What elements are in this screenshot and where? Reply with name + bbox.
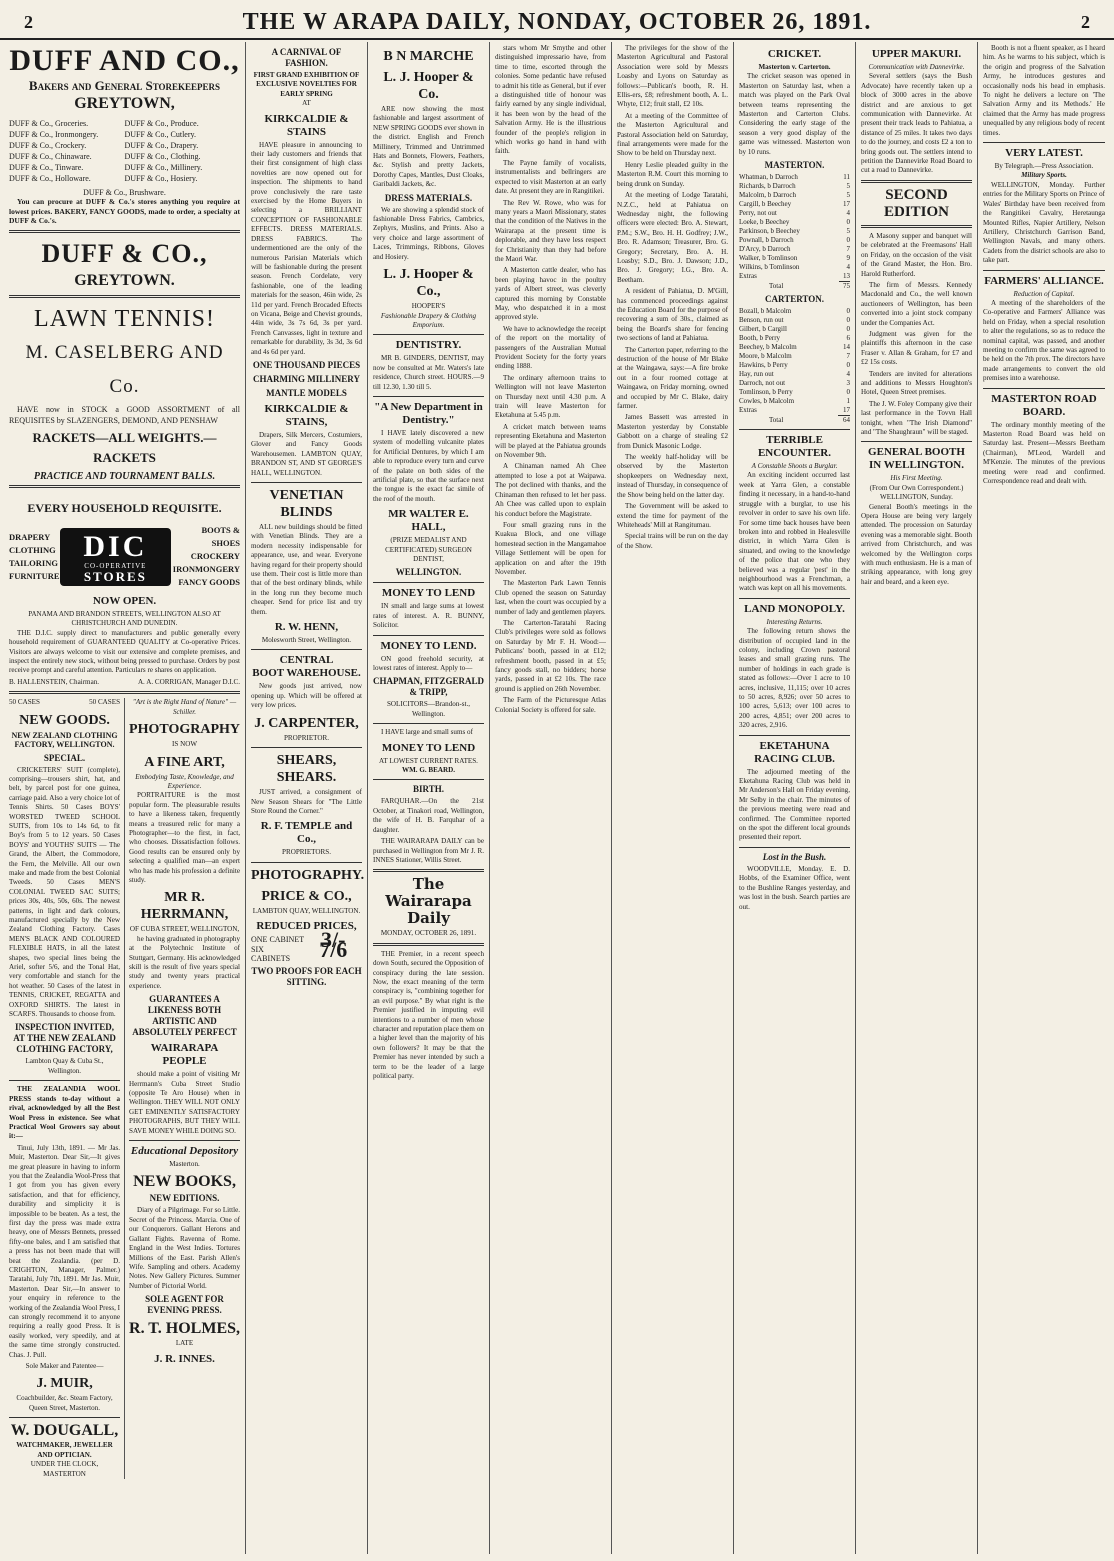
duff-subtitle: Bakers and General Storekeepers <box>28 78 221 93</box>
encounter-text: An exciting incident occurred last week at Yarra Glen, a constable finding it necessary, in a hand-to-hand struggle with a burglar, to use his revolver in order to save his own life. For some time back houses have been broken into and robbed in Healesville district, in which Yarra Glen is situated, and owing to the knowledge of the police that one who they believed was a regular 'pest' in the neighbourhood was a Frenchman, a watch was kept on all his movements. <box>739 471 850 593</box>
cattle-note: A Masterton cattle dealer, who has been playing havoc in the poultry yards of Albert street, was cleverly captured this morning by Constable May, who despatched it in a most approved style. <box>495 266 606 322</box>
exhibition: FIRST GRAND EXHIBITION OF EXCLUSIVE NOVELTIES FOR EARLY SPRING <box>253 71 360 98</box>
hooper2-sub: HOOPER'S <box>411 302 446 311</box>
innes-name: J. R. INNES. <box>154 1352 215 1365</box>
makuri-text: Several settlers (says the Bush Advocate) have recently taken up a block of 3000 acres in the above district and are anxious to get communication with Dannevirke. At present their track leads to Pahiatua, a distance of 25 miles. It takes two days to do the journey, and costs £2 a ton to bring goods out. The settlers intend to petition the Dannevirke Road Board to cut a road to Dannevirke. <box>861 72 972 175</box>
photography2-title: PHOTOGRAPHY. <box>251 867 365 883</box>
table-row: Tomlinson, b Perry 0 <box>739 388 850 397</box>
cottage-note: Four small grazing runs in the Kuakua Block, and one village homestead section in the Mangamahoe Village Settlement will be open for application on and after the 19th November. <box>495 520 606 576</box>
alliance-title: FARMERS' ALLIANCE. <box>984 274 1104 287</box>
list-item: DUFF & Co., Produce. <box>124 119 199 128</box>
military-text: WELLINGTON, Monday. Further entries for the Military Sports on Prince of Wales' Birthday have been received from the Rangitikei Cavalry, Heretaunga Mounted Rifles, Napier Artillery, Nelson Artillery, Christchurch Garrison Band, Wellington Navals, and many others. Cadets from the district schools are also to take part. <box>983 180 1105 265</box>
carterton-scorecard <box>739 307 850 425</box>
table-row: Total 64 <box>769 415 850 425</box>
table-row: Gilbert, b Cargill 0 <box>739 325 850 334</box>
dic-right-list <box>171 524 240 589</box>
dic-chairman: B. HALLENSTEIN, Chairman. <box>9 677 100 686</box>
herrmann-name: MR R. HERRMANN, <box>140 890 229 923</box>
list-item: CROCKERY <box>190 551 240 562</box>
table-row: Beechey, b Malcolm 14 <box>739 343 850 352</box>
henry-note: Henry Leslie pleaded guilty in the Masterton R.M. Court this morning to being drunk on Sunday. <box>617 160 728 188</box>
dic-now-open: NOW OPEN. <box>92 595 157 608</box>
one-thousand-pieces: ONE THOUSAND PIECES <box>252 359 361 370</box>
list-item: DRAPERY <box>9 531 51 542</box>
duff-items-list <box>9 118 240 184</box>
newspaper-title: THE W ARAPA DAILY, NONDAY, OCTOBER 26, 1891. <box>242 8 872 35</box>
mantle-models: MANTLE MODELS <box>266 387 347 398</box>
mill-note: The Government will be asked to extend the time for payment of the Whiteheads' Mill at Rangitumau. <box>617 502 728 529</box>
wairarapa-text: should make a point of visiting Mr Herrmann's Cuba Street Studio (opposite Te Aro House) when in Wellington. THEY WILL NOT ONLY GET EMINENTLY SATISFACTORY PHOTOGRAPHS, BUT THEY WILL SAVE MONEY WHILE DOING SO. <box>129 1070 240 1135</box>
new-department-text: I HAVE lately discovered a new system of modelling vulcanite plates for Artificial Dentures, by which I am able to reproduce every turn and curve of the palate on both sides of the artificial plate, so that the surface next the tongue is the exact fac simile of the roof of the mouth. <box>373 428 484 503</box>
column-2: A CARNIVAL OF FASHION. FIRST GRAND EXHIBITION OF EXCLUSIVE NOVELTIES FOR EARLY SPRING AT KIRKCALDIE & STAINS HAVE pleasure in announcing to their lady customers and friends that their first consignment of high class novelties are now opened out for inspection. The shipments to hand prove conclusively the rare taste exercised by the Home Buyers in selecting a BRILLIANT CONCEPTION OF FASHIONABLE EFFECTS. DRESS MATERIALS. DRESS FABRICS. The undermentioned are the only of the numerous Parisian Materials which will be fashionable during the present season. French Cordelate, very fashionable, one of the leading materials for the season, 46in wide, 2s 11d per yard. French Brocaded Eftects on Vicana, Beige and Chevist grounds, 44in wide, 3s 7s 6d, 3s per yard. French Canvasses, light in texture and remarkable for durability, 3s 3d, 3s 6d and 4s 6d per yard. ONE THOUSAND PIECES CHARMING MILLINERY MANTLE MODELS KIRKCALDIE & STAINS, Drapers, Silk Mercers, Costumiers, Glover and Fancy Goods Warehousemen. LAMBTON QUAY, BRANDON ST, AND ST GEORGE'S HALL, WELLINGTON. VENETIAN BLINDS ALL new buildings should be fitted with Venetian Blinds. They are a modern necessity indispensable for appearance, use, and wear. Everyone having regard for their property should use them. Their cost is little more than that of the best ordinary blinds, while in the long run they become much cheaper. Send for price list and try them. R. W. HENN, Molesworth Street, Wellington. CENTRAL BOOT WAREHOUSE. New goods just arrived, now opening up. Which will be offered at very low prices. J. CARPENTER, PROPRIETOR. SHEARS, SHEARS. JUST arrived, a consignment of New Season Shears for "The Little Store Round the Corner." R. F. TEMPLE and Co., PROPRIETORS. PHOTOGRAPHY. PRICE & CO., LAMBTON QUAY, WELLINGTON. REDUCED PRICES, ONE CABINET SIX CABINETS 3/- 7/6 TWO PROOFS FOR EACH SITTING. <box>246 42 368 1554</box>
special-heading: SPECIAL. <box>43 752 86 763</box>
money-text-2: ON good freehold security, at lowest rates of interest. Apply to— <box>373 654 484 673</box>
cricket-text: The cricket season was opened in Masterton on Saturday last, when a match was played on the Park Oval between teams representing the Masterton and Carterton Clubs. Considering the early stage of the season a very good display of the game was witnessed. Masterton won by 10 runs. <box>739 72 850 156</box>
list-item: DUFF & Co., Chinaware. <box>9 152 92 161</box>
eketahuna-text: The adjourned meeting of the Eketahuna Racing Club was held in Mr Anderson's Hall on Friday evening, Mr Selby in the chair. The minutes of the previous meeting were read and confirmed. The Committee reported on the spot the different local grounds presented their report. <box>739 767 850 842</box>
page-columns <box>4 42 1110 1554</box>
chapman-address: SOLICITORS—Brandon-st., Wellington. <box>386 700 471 718</box>
encounter-title: TERRIBLE ENCOUNTER. <box>757 434 832 460</box>
dougall-address: UNDER THE CLOCK, MASTERTON <box>30 1460 99 1478</box>
carterton-heading: CARTERTON. <box>765 294 824 305</box>
new-goods-title: NEW GOODS. <box>19 712 110 728</box>
committee-note: At a meeting of the Committee of the Masterton Agricultural and Pastoral Association held on Saturday, final arrangements were made for the Show to be held on Thursday next. <box>617 111 728 158</box>
kirkcaldie-text: HAVE pleasure in announcing to their lady customers and friends that their first consignment of high class novelties are now opened out for inspection. The shipments to hand prove conclusively the rare taste exercised by the Home Buyers in selecting a BRILLIANT CONCEPTION OF FASHIONABLE EFFECTS. DRESS MATERIALS. DRESS FABRICS. The undermentioned are the only of the numerous Parisian Materials which will be fashionable during the present season. French Cordelate, very fashionable, one of the leading materials for the season, 46in wide, 2s 11d per yard. French Brocaded Eftects on Vicana, Beige and Chevist grounds, 44in wide, 3s 7s 6d, 3s per yard. French Canvasses, light in texture and remarkable for durability, 3s 3d, 3s 6d and 4s 6d per yard. <box>251 140 362 356</box>
table-row: Richards, b Darroch 5 <box>739 182 850 191</box>
ward-note: The Carterton-Taratahi Racing Club's privileges were sold as follows on Saturday by Mr F. H. Wood:—Publicans' booth, passed in at £12; refreshment booth, passed in at £5; fancy goods stall, no bidders; horse yards, passed in at £2 10s. The race ground is applied on 26th November. <box>495 618 606 693</box>
money-text-1: IN small and large sums at lowest rates of interest. A. R. BUNNY, Solicitor. <box>373 602 484 630</box>
lodge-note: At the meeting of Lodge Taratahi, N.Z.C., held at Pahiatua on Wednesday night, the following officers were elected: Bro. A. Stewart, P.M.; S.W., Bro. H. H. Godfrey; J.W., Bro. R. Adamson; Treasurer, Bro. G. Gregory; Secretary, Bro. A. H. Loasby; S.D., Bro. J. Dawson; J.D., Bro. J. Gregory; I.G., Bro. A. Beetham. <box>617 191 728 284</box>
henn-address: Molesworth Street, Wellington. <box>261 636 352 645</box>
very-latest: VERY LATEST. <box>1005 147 1083 160</box>
dress-text: We are showing a splendid stock of fashionable Dress Fabrics, Cambrics, Zephyrs, Muslins, and Prints. Also a very choice and large assortment of Laces, Trimmings, Ribbons, Gloves and Hosiery. <box>373 205 484 261</box>
sole-maker: Sole Maker and Patentee— <box>25 1362 104 1371</box>
second-edition-5: The J. W. Foley Company give their last performance in the Tovvn Hall tonight, when "The Irish Diamond" and "The Shaughraun" will be staged. <box>861 399 972 436</box>
masterton-scorecard <box>739 173 850 291</box>
monopoly-subtitle: Interesting Returns. <box>766 617 823 626</box>
hooper2-trade: Fashionable Drapery & Clothing Emporium. <box>380 311 477 329</box>
photography-title: PHOTOGRAPHY <box>129 722 240 738</box>
chinaman-note: A Chinaman named Ah Chee attempted to lose a pot at Waipawa. The pot declined with thanks, and the Chinaman then refused to let her pass. Ah Chee was called upon to explain his conduct before the Magistrate. <box>495 462 606 518</box>
venetian-title: VENETIAN BLINDS <box>269 488 344 520</box>
page-number-left: 2 <box>24 11 33 32</box>
reduced-prices: REDUCED PRICES, <box>256 920 357 933</box>
list-item: DUFF & Co., Hosiery. <box>124 174 198 183</box>
herrmann-address: OF CUBA STREET, WELLINGTON, <box>129 925 240 934</box>
duff-town: GREYTOWN, <box>74 95 175 112</box>
list-item: DUFF & Co., Holloware. <box>9 174 91 183</box>
makuri-subtitle: Communication with Dannevirke. <box>868 63 965 71</box>
table-row: Loeke, b Beechey 0 <box>739 218 850 227</box>
cabinet-price-row: ONE CABINET SIX CABINETS 3/- 7/6 <box>251 935 362 963</box>
table-row: D'Arcy, b Darroch 7 <box>739 245 850 254</box>
caselberg-title: M. CASELBERG AND Co. <box>25 341 224 397</box>
duff-text: You can procure at DUFF & Co.'s stores anything you require at lowest prices. BAKERY, FANCY GOODS, made to order, a specialty at DUFF & Co.'s. <box>9 197 240 226</box>
chapman-name: CHAPMAN, FITZGERALD & TRIPP, <box>373 676 485 698</box>
list-item: BOOTS & SHOES <box>201 525 240 549</box>
holmes-late: LATE <box>175 1339 194 1348</box>
dentistry-text: MR B. GINDERS, DENTIST, may now be consulted at Mr. Waters's late residence, Church street. HOURS.—9 till 12.30, 1.30 till 5. <box>373 354 484 391</box>
table-row: Extras 17 <box>739 406 850 415</box>
list-item: DUFF & Co., Crockery. <box>9 141 87 150</box>
eketahuna-title: EKETAHUNA RACING CLUB. <box>754 739 835 765</box>
second-edition-1: A Masony supper and banquet will be celebrated at the Freemasons' Hall on Friday, on the occasion of the visit of the Grand Master, the Hon. Bro. Harold Rutherford. <box>861 231 972 278</box>
rackets-line: RACKETS—ALL WEIGHTS.—RACKETS <box>32 429 217 465</box>
paper-date: MONDAY, OCTOBER 26, 1891. <box>380 929 477 938</box>
practice-line: PRACTICE AND TOURNAMENT BALLS. <box>33 470 216 482</box>
table-row: Malcolm, b Darroch 5 <box>739 191 850 200</box>
wool-press-testimonials: Tinui, July 13th, 1891. — Mr Jas. Muir, Masterton. Dear Sir,—It gives me great pleasure in having to inform you that the Zealandia Wool-Press that I got from you has given every satisfaction, and that for efficiency, durability and simplicity it is impossible to be beaten. As a test, the first day the press was made extra heavy, one of Messrs Bennets, pressed fifty-one bales, and I am satisfied that a press has not been made that will beat the Zealandia. (per D. CRIGHTON, Manager, Palmer.) Taratahi, July 7th, 1891. Mr Jas. Muir, Masterton. Dear Sir,—In answer to your enquiry in reference to the working of the Zealandia Wool Press, I can strongly recommend it to anyone requiring a really good Press. It is easily worked, very speedily, and at the same time strongly constructed. Chas. J. Pull. <box>9 1143 121 1359</box>
temple-name: R. F. TEMPLE and Co., <box>260 820 353 846</box>
assault-note: James Bassett was arrested in Masterton yesterday by Constable Gabbott on a charge of stealing £2 from Dunick Masonic Lodge. <box>617 413 728 450</box>
table-row: Moore, b Malcolm 7 <box>739 352 850 361</box>
second-edition: SECOND EDITION <box>883 186 950 220</box>
table-row: Extras 13 <box>739 272 850 281</box>
kirkcaldie-footer-text: Drapers, Silk Mercers, Costumiers, Glover and Fancy Goods Warehousemen. LAMBTON QUAY, BRANDON ST, AND ST GEORGE'S HALL, WELLINGTON. <box>251 430 362 477</box>
nz-clothing-factory: NEW ZEALAND CLOTHING FACTORY, WELLINGTON. <box>11 730 118 750</box>
table-row: Whatman, b Darroch 11 <box>739 173 850 182</box>
resident-note: A resident of Pahiatua, D. M'Gill, has commenced proceedings against the Education Board for the purpose of recovering a sum of 30s., claimed as being the Board's share for fencing two sections of land at Pahiatua. <box>617 287 728 343</box>
column-4 <box>490 42 612 1554</box>
at-label: AT <box>302 99 311 108</box>
hooper-text: ARE now showing the most fashionable and largest assortment of NEW SPRING GOODS ever shown in the district. English and French Millinery, Trimmed and Untrimmed Hats and Bonnets, Flowers, Feathers, &c. Stylish and pretty Jackets, Dorothy Capes, Mantles, Dust Cloaks, Garibaldi Jackets, &c. <box>373 105 484 189</box>
tennis-title: LAWN TENNIS! <box>34 305 215 332</box>
list-item: DUFF & Co., Ironmongery. <box>9 130 99 139</box>
duff-brushware: DUFF & Co., Brushware. <box>83 188 166 197</box>
list-item: DUFF & Co., Groceries. <box>9 119 89 128</box>
dic-logo-sub: CO-OPERATIVE <box>84 562 147 571</box>
table-row: Pownall, b Darroch 0 <box>739 236 850 245</box>
weekly-note: The weekly half-holiday will be observed by the Masterton shopkeepers on Wednesday next, instead of Thursday, in consequence of the Show being held on the latter day. <box>617 453 728 499</box>
column-1 <box>4 42 246 1554</box>
beard-name: WM. G. BEARD. <box>401 766 455 775</box>
alliance-text: A meeting of the shareholders of the Co-operative and Farmers' Alliance was held on Friday, when a special resolution to alter the regulations, so as to reduce the nominal capital, was passed, and another meeting to confirm the same was agreed to be held on the 7th prox. The directors have made arrangements to convert the old premises into a warehouse. <box>983 298 1105 383</box>
table-row: Cargill, b Beechey 17 <box>739 200 850 209</box>
col8-text: Booth is not a fluent speaker, as I heard him. As he warms to his subject, which is the origin and progress of the Salvation Army, he introduces gestures and occasionally nods his head in emphasis. To night he delivers a lecture on 'The Salvation Army and its Methods.' He claimed that the Army has made progress unequalled by any religious body of recent times. <box>983 44 1105 137</box>
sole-agent: SOLE AGENT FOR EVENING PRESS. <box>145 1294 224 1316</box>
table-row: Total 75 <box>769 281 850 291</box>
duff-title: DUFF AND CO., <box>9 44 240 77</box>
books-list: Diary of a Pilgrimage. For so Little. Secret of the Princess. Marcia. One of our Conquerors. Gallant Herons and Gallant Fights. Ravenna of Rome. England in the West Indies. Tortures Millions of the East. Parish Allen's Wife. Sampling and others. Academy Notes. New Gallery Pictures. Summer Number of Pictorial World. <box>129 1206 240 1290</box>
meeting-note: We have to acknowledge the receipt of the report on the mortality of passengers of the Australian Mutual Provident Society for the forty years ending 1888. <box>495 324 606 371</box>
paynes-note: The Payne family of vocalists, instrumentalists and bellringers are expected to visit Masterton at an early date. At present they are in Rangitikei. <box>495 158 606 196</box>
col5-text: The privileges for the show of the Masterton Agricultural and Pastoral Association were sold by Messrs Loasby and Lyons on Saturday as follows:—Publican's booth, R. H. Ellis-ers, £8; refreshment booth, A. L. Whyte, £12; fruit stall, £2 10s. <box>617 44 728 109</box>
list-item: TAILORING <box>9 557 58 568</box>
dress-materials: DRESS MATERIALS. <box>384 192 473 203</box>
cricket-subtitle: Masterton v. Carterton. <box>758 63 831 71</box>
bn-marche: B N MARCHE <box>383 49 474 64</box>
lead-article: THE Premier, in a recent speech down South, secured the Opposition of conspiracy during the late session. Now, the exact meaning of the term conspiracy is, "combining together for an evil purpose." By what right is the Premier justified in imputing evil intentions to a number of men whose character and reputation place them on a higher level than the majority of his own followers? It may be that the Premier has never intended by such a term to be the leader of a large political party. <box>373 949 484 1080</box>
duff2-town: GREYTOWN. <box>74 271 175 289</box>
lowest-rates: AT LOWEST CURRENT RATES. <box>379 756 478 765</box>
table-row: Darroch, not out 3 <box>739 379 850 388</box>
price-co: PRICE & CO., <box>261 888 352 904</box>
table-row: Bozall, b Malcolm 0 <box>739 307 850 316</box>
list-item: DUFF & Co., Millinery. <box>124 163 203 172</box>
column-8 <box>978 42 1110 1554</box>
photo-text: PORTRAITURE is the most popular form. The pleasurable results to have a likeness taken, frequently means a treasured relic for many a Photographer—to the first, in fact, who chooses. Dissatisfaction follows. Good results can be ensured only by selecting a qualified man—an expert who has made his profession a definite study. <box>129 791 240 884</box>
list-item: DUFF & Co., Drapery. <box>124 141 199 150</box>
dougall-trade: WATCHMAKER, JEWELLER AND OPTICIAN. <box>16 1441 113 1459</box>
art-quote: "Art is the Right Hand of Nature" —Schiller. <box>132 698 237 716</box>
edu-depot: Educational Depository <box>130 1145 239 1158</box>
booth-title: GENERAL BOOTH IN WELLINGTON. <box>868 446 965 472</box>
duff2-title: DUFF & CO., <box>41 238 208 268</box>
second-edition-2: The firm of Messrs. Kennedy Macdonald and Co., the well known auctioneers of Wellington, has been converted into a joint stock company under the Companies Act. <box>861 280 972 327</box>
dic-logo-stores: STORES <box>83 568 147 584</box>
muir-name: J. MUIR, <box>36 1376 93 1392</box>
table-row: Booth, b Perry 6 <box>739 334 850 343</box>
fine-art: A FINE ART, <box>144 754 225 770</box>
dic-logo <box>60 528 172 586</box>
birth-heading: BIRTH. <box>413 784 444 795</box>
cases-left: 50 CASES <box>9 698 40 707</box>
dic-logo-main: DIC <box>83 530 148 564</box>
list-item: FURNITURE <box>9 570 60 581</box>
military-title: Military Sports. <box>1021 171 1067 180</box>
list-item: FANCY GOODS <box>178 577 240 588</box>
caselberg-text: HAVE now in STOCK a GOOD ASSORTMENT of all REQUISITES by SLAZENGERS, DEMOND, AND PENSHAW <box>9 404 240 425</box>
household-title: EVERY HOUSEHOLD REQUISITE. <box>27 501 222 516</box>
list-item: CLOTHING <box>9 544 56 555</box>
embodying: Embodying Taste, Knowledge, and Experience. <box>135 772 234 790</box>
money-lend-3: MONEY TO LEND <box>381 741 476 754</box>
list-item: DUFF & Co., Tinware. <box>9 163 84 172</box>
money-text-3: I HAVE large and small sums of <box>381 728 473 737</box>
hooper2-title: L. J. Hooper & Co., <box>383 267 474 300</box>
carpenter-name: J. CARPENTER, <box>254 715 359 731</box>
hall-address: WELLINGTON. <box>395 567 462 578</box>
latest-sub: By Telegraph.—Press Association. <box>994 162 1094 171</box>
new-department: "A New Department in Dentistry." <box>374 400 483 426</box>
table-row: Walker, b Tomlinson 9 <box>739 254 850 263</box>
is-now: IS NOW <box>172 740 198 749</box>
inspection-invited: INSPECTION INVITED, AT THE NEW ZEALAND CLOTHING FACTORY, <box>13 1022 116 1055</box>
table-row: Hay, run out 4 <box>739 370 850 379</box>
column-3 <box>368 42 490 1554</box>
lost-title: Lost in the Bush. <box>762 851 827 862</box>
money-lend-2: MONEY TO LEND. <box>380 639 477 652</box>
charming-millinery: CHARMING MILLINERY <box>253 373 360 384</box>
table-row: Perry, not out 4 <box>739 209 850 218</box>
carterton-note: The Carterton paper, referring to the destruction of the house of Mr Blake at the Waingawa, says:—A fire broke out in a four roomed cottage at Waingawa, on Friday morning, owned and occupied by Mr C. Blake, dairy farmer. <box>617 345 728 411</box>
masterton-heading: MASTERTON. <box>764 160 825 171</box>
guarantee: GUARANTEES A LIKENESS BOTH ARTISTIC AND ABSOLUTELY PERFECT <box>132 994 237 1038</box>
holmes-name: R. T. HOLMES, <box>129 1320 241 1338</box>
list-item: IRONMONGERY <box>172 564 240 575</box>
show-note: Special trains will be run on the day of the Show. <box>617 532 728 550</box>
paper-name: The Wairarapa Daily <box>385 875 472 928</box>
second-edition-3: Judgment was given for the plaintiffs this afternoon in the case Fraser v. Allan & Graham, for £7 and £2 15s costs. <box>861 329 972 367</box>
booth-text: General Booth's meetings in the Opera House are being very largely attended. The procession on Saturday evening was a memorable sight. Booth arrived from Christchurch, and was welcomed by the Wellington corps with much enthusiasm. He is a man of striking appearance, with long grey hair and beard, and a keen eye. <box>861 502 972 586</box>
cricket-title: CRICKET. <box>767 48 822 60</box>
printed-notice: THE WAIRARAPA DAILY can be purchased in Wellington from Mr J. R. INNES Stationer, Willis Street. <box>373 837 484 864</box>
col4-text: stars whom Mr Smythe and other distinguished impressario have, from time to time, escorted through the colonies. Some pedantic have refused to admit his title as General, but if ever a distinguished title of honour was fairly earned by any single individual, it has been won by the head of the Salvation Army. He is the illustrious founder of the people's religion in which works go hand in hand with faith. <box>495 44 606 156</box>
monopoly-text: The following return shows the distribution of occupied land in the colony, including Crown pastoral leases and small grazing runs. The number of holdings in each grade is stated as follows:—Over 1 acre to 10 acres, inclusive, 11,115; over 10 acres to 50 acres, 8,926; over 50 acres to 100 acres, 5,613; over 100 acres to 200 acres, 4,851; over 200 acres to 320 acres, 2,916. <box>739 627 850 730</box>
central-boot: CENTRAL BOOT WAREHOUSE. <box>252 654 361 680</box>
wool-press-text: THE ZEALANDIA WOOL PRESS stands to-day without a rival, acknowledged by all the Best Wool Press in existence. See what Practical Wool Growers say about it:— <box>9 1085 121 1141</box>
muir-address: Coachbuilder, &c. Steam Factory, Queen Street, Masterton. <box>16 1394 113 1412</box>
page-number-right: 2 <box>1081 11 1090 32</box>
encounter-subtitle: A Constable Shoots a Burglar. <box>751 462 838 471</box>
money-lend-1: MONEY TO LEND <box>381 587 476 600</box>
dic-address: PANAMA AND BRANDON STREETS, WELLINGTON ALSO AT CHRISTCHURCH AND DUNEDIN. <box>28 610 221 628</box>
table-row: Wilkins, b Tomlinson 4 <box>739 263 850 272</box>
herrmann-text: he having graduated in photography at the Polytechnic Institute of Stuttgart, Germany. His acknowledged skill is the result of five years special study and twenty years practical experience. <box>129 934 240 990</box>
masthead <box>0 6 1114 40</box>
column-6 <box>734 42 856 1554</box>
booth-dateline: WELLINGTON, Sunday. <box>880 493 953 502</box>
fashion-title: A CARNIVAL OF FASHION. <box>271 47 342 68</box>
new-editions: NEW EDITIONS. <box>149 1193 220 1204</box>
table-row: Benson, run out 0 <box>739 316 850 325</box>
rowe-note: The Rev W. Rowe, who was for many years a Maori Missionary, states that the condition of the Natives in the Wairarapa at the present time is deplorable, and they have less respect for Christianity than they had before the Maori War. <box>495 198 606 263</box>
dic-left-list <box>9 531 60 583</box>
road-board-text: The ordinary monthly meeting of the Masterton Road Board was held on Saturday last. Present—Messrs Beetham (Chairman), M'Leod, Wardell and M'Kenzie. The minutes of the previous meeting were read and confirmed. Correspondence read and dealt with. <box>983 420 1105 486</box>
list-item: DUFF & Co., Cutlery. <box>124 130 196 139</box>
dic-manager: A. A. CORRIGAN, Manager D.I.C. <box>137 677 240 686</box>
kirkcaldie-footer: KIRKCALDIE & STAINS, <box>264 402 349 428</box>
dic-text: THE D.I.C. supply direct to manufacturers and public generally every household requirement of GUARANTEED QUALITY at Co-operative Prices. Visitors are always welcome to visit our extensive and complete premises, and inspect the entirely new stock, without being pressed to purchase. Orders by post receive prompt and careful attention. Particulars re shares on application. <box>9 628 240 675</box>
table-row: Hawkins, b Perry 0 <box>739 361 850 370</box>
cricket-note: A cricket match between teams representing Eketahuna and Masterton will be played at the Pahiatua grounds on November 9th. <box>495 422 606 460</box>
edu-town: Masterton. <box>169 1160 200 1169</box>
new-books: NEW BOOKS, <box>133 1173 236 1191</box>
monopoly-title: LAND MONOPOLY. <box>744 602 845 615</box>
kirkcaldie-title: KIRKCALDIE & STAINS <box>264 112 349 138</box>
wairarapa-people: WAIRARAPA PEOPLE <box>150 1042 219 1068</box>
cases-right: 50 CASES <box>89 698 121 707</box>
column-7 <box>856 42 978 1554</box>
table-row: Cowles, b Malcolm 1 <box>739 397 850 406</box>
venetian-text: ALL new buildings should be fitted with Venetian Blinds. They are a modern necessity indispensable for appearance, use, and wear. Everyone having regard for their property should use them. Their cost is little more than that of the best ordinary blinds, while in the long run they become much cheaper. Send for price list and try them. <box>251 523 362 616</box>
list-item: DUFF & Co., Clothing. <box>124 152 201 161</box>
henn-name: R. W. HENN, <box>274 621 339 634</box>
trains-note: The ordinary afternoon trains to Wellington will not leave Masterton on Thursday next until 4.30 p.m. A train will leave Masterton for Eketahuna at 5.45 p.m. <box>495 373 606 420</box>
booth-subtitle: His First Meeting. <box>890 474 943 483</box>
farm-note: The Farm of the Picturesque Atlas Colonial Society is offered for sale. <box>495 696 606 714</box>
lambton-address: Lambton Quay & Cuba St., Wellington. <box>25 1057 104 1075</box>
birth-notice: FARQUHAR.—On the 21st October, at Tinakori road, Wellington, the wife of H. B. Farquhar of a daughter. <box>373 797 484 834</box>
second-edition-4: Tenders are invited for alterations and additions to Messrs Houghton's Hotel, Queen Street premises. <box>861 369 972 397</box>
tennis-note: The Masterton Park Lawn Tennis Club opened the season on Saturday last, when the court was occupied by a number of lady and gentlemen players. <box>495 579 606 616</box>
hooper-title: L. J. Hooper & Co. <box>383 70 474 102</box>
table-row: Parkinson, b Beechey 5 <box>739 227 850 236</box>
nz-clothing-text: CRICKETERS' SUIT (complete), comprising—trousers shirt, hat, and belt, by parcel post for one guinea, carriage paid. Also a very choice lot of Tennis Shirts. 50 Cases BOYS' WORSTED TWEED SCHOOL SUITS, from 10s to 14s 6d, to fit Boy's from 5 to 12 years. 50 Cases BOYS' and YOUTHS' SUITS — The Grand, the Albert, the Commodore, the Fern, the Melville. All our own make and made from the best Colonial Tweeds. 50 Cases MEN'S COLONIAL TWEED SAC SUITS; prices 30s, 40s, 50s, 60s. The newest patterns, in light and dark colours, manufactured specially by the New Zealand Clothing Factory. Cases MEN'S BLACK AND COLOURED FLEXIBLE HATS, in all the latest shapes, two special lines being the Ariel, softer 5/6, and the Tonal Hat, very comfortable and stanch for the hot weather. 50 Cases of the latest in TENNIS, CRICKET, REGATTA and OXFORD SHIRTS. The latest in SCARFS. Thousands to choose from. <box>9 765 121 1019</box>
dic-signatures <box>9 678 240 687</box>
road-board-title: MASTERTON ROAD BOARD. <box>991 392 1097 418</box>
booth-corr: (From Our Own Correspondent.) <box>869 483 964 492</box>
shears-title: SHEARS, SHEARS. <box>276 753 337 786</box>
dic-advert <box>9 524 240 589</box>
dentistry-title: DENTISTRY. <box>395 339 462 352</box>
alliance-subtitle: Reduction of Capital. <box>1013 289 1075 298</box>
column-5 <box>612 42 734 1554</box>
makuri-title: UPPER MAKURI. <box>871 48 962 60</box>
dougall-name: W. DOUGALL, <box>10 1422 119 1440</box>
hall-trade: (PRIZE MEDALIST AND CERTIFICATED) SURGEON DENTIST, <box>385 536 472 563</box>
cabinet-price: 3/- 7/6 <box>319 927 348 962</box>
lost-text: WOODVILLE, Monday. E. D. Hobbs, of the Examiner Office, went to the Bushline Ranges yesterday, and was lost in the bush. Search parties are out. <box>739 864 850 911</box>
hall-name: MR WALTER E. HALL, <box>388 508 469 534</box>
